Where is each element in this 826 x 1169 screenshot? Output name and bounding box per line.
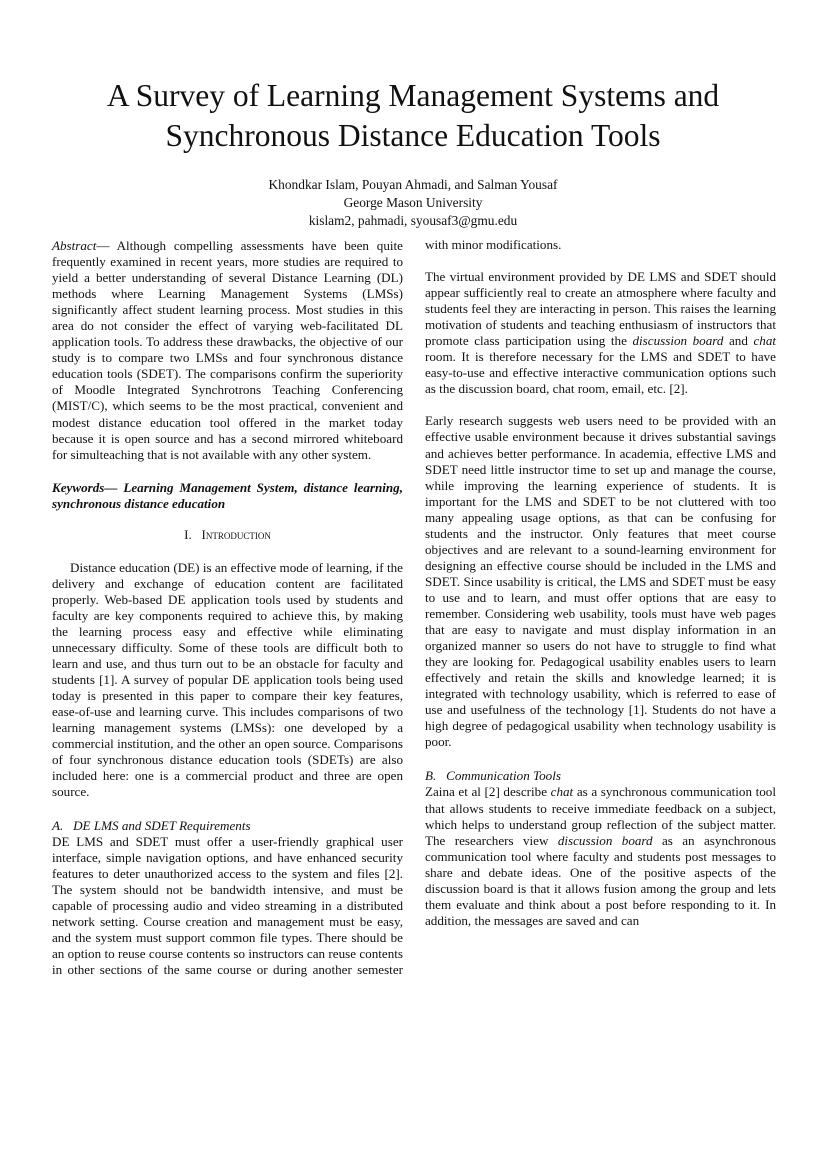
paper-title	[0, 76, 826, 156]
communication-tools-paragraph	[425, 784, 776, 928]
section-number: I.	[184, 526, 192, 542]
requirements-paragraph-3: Early research suggests web users need to be provided with an effective usable environment because it drives substantial savings and achieves better performance. In academia, effective LMS and SDET need little instructor time to set up and manage the course, while improving the learning experience of students. It is important for the LMS and SDET to be not cluttered with too many appealing usage options, as that can be confusing for students and the instructor. Only features that meet course objectives and are relevant to a sound-learning environment for designing an effective course should be included in the LMS and SDET. Since usability is critical, the LMS and SDET must be easy to use and to learn, and must offer options that are easy to remember. Considering web usability, tools must have web pages that are easy to navigate and must display information in an organized manner so users do not have to struggle to find what they are looking for. Pedagogical usability enables users to learn effectively and retain the skills and knowledge learned; it is integrated with technology usability, which is referred to ease of use and usefulness of the technology [1]. Students do not have a high degree of pedagogical usability when technology usability is poor.	[425, 413, 776, 750]
requirements-paragraph-1-continued: with minor modifications.	[425, 237, 562, 252]
text: Zaina et al [2] describe	[425, 784, 551, 800]
abstract	[52, 238, 403, 463]
left-column	[52, 238, 403, 978]
text: as a synchronous communication tool that allows students to receive immediate feedback on a subject, which helps to understand group reflection of the subject matter. The researchers view	[425, 784, 776, 848]
text: room. It is therefore necessary for the LMS and SDET to have easy-to-use and effective interactive communication options such as the discussion board, chat room, email, etc. [2].	[425, 349, 776, 397]
text: as an asynchronous communication tool where faculty and students post messages to share and debate ideas. One of the positive aspects of the discussion board is that it allows fusion among the group and lets them evaluate and think about a post before responding to it. In addition, the messages are saved and can	[425, 832, 776, 928]
abstract-label: Abstract	[52, 238, 97, 253]
keywords: Keywords— Learning Management System, distance learning, synchronous distance education	[52, 479, 403, 511]
text: The virtual environment provided by DE LMS and SDET should appear sufficiently real to create an atmosphere where faculty and students feel they are interacting in person. This raises the learning motivation of students and teaching enthusiasm of instructors that promote class participation using the	[425, 269, 776, 349]
section-heading-introduction	[52, 527, 403, 543]
subsection-heading-a: A. DE LMS and SDET Requirements	[52, 817, 251, 833]
term-chat: chat	[753, 333, 777, 349]
text: and	[723, 333, 754, 349]
section-title: Introduction	[201, 526, 271, 542]
abstract-text: — Although compelling assessments have been quite frequently examined in recent years, more studies are required to yield a better understanding of several Distance Learning (DL) methods where Learning Management Systems (LMSs) significantly affect student learning process. Most studies in this area do not consider the effect of varying web-facilitated DL application tools. To address these drawbacks, the objective of our study is to compare two LMSs and four synchronous distance education tools (SDET). The comparisons confirm the superiority of Moodle Integrated Synchrotrons Teaching Conferencing (MIST/C), which seems to be the most practical, convenient and modest distance education tool offered in the market today because it is open source and has a second mirrored whiteboard for simulteaching that is not available with any other system.	[52, 238, 403, 462]
term-chat: chat	[550, 784, 574, 800]
right-column	[425, 237, 776, 929]
affiliation: George Mason University	[343, 195, 483, 210]
term-discussion-board: discussion board	[632, 333, 724, 349]
requirements-paragraph-1: DE LMS and SDET must offer a user-friendly graphical user interface, simple navigation options, and have enhanced security features to deter unauthorized access to the system and files [2]. The system should not be bandwidth intensive, and must be capable of processing audio and video streaming in a distributed network setting. Course creation and management must be easy, and the system must support common file types. There should be an option to reuse course contents so instructors can reuse contents in other sections of the same course or during another semester	[52, 833, 403, 977]
title-line-1: A Survey of Learning Management Systems and	[106, 78, 720, 113]
subsection-heading-b: B. Communication Tools	[425, 768, 561, 784]
introduction-paragraph: Distance education (DE) is an effective mode of learning, if the delivery and exchange of education content are facilitated properly. Web-based DE application tools used by students and faculty are key components required to achieve this, by making the learning process easy and effective while eliminating unnecessary difficulty. Some of these tools are difficult both to learn and use, and thus turn out to be an obstacle for faculty and students [1]. A survey of popular DE application tools being used today is presented in this paper to compare their key features, ease-of-use and learning curve. This includes comparisons of two learning management systems (LMSs): one developed by a commercial institution, and the other an open source. Comparisons of four synchronous distance education tools (SDETs) are also included here: one is a commercial product and three are open source.	[52, 559, 403, 800]
author-block	[0, 176, 826, 230]
title-line-2: Synchronous Distance Education Tools	[165, 118, 661, 153]
author-emails: kislam2, pahmadi, syousaf3@gmu.edu	[308, 213, 518, 228]
author-names: Khondkar Islam, Pouyan Ahmadi, and Salman Yousaf	[268, 177, 558, 192]
requirements-paragraph-2	[425, 269, 776, 397]
term-discussion-board: discussion board	[557, 832, 653, 848]
